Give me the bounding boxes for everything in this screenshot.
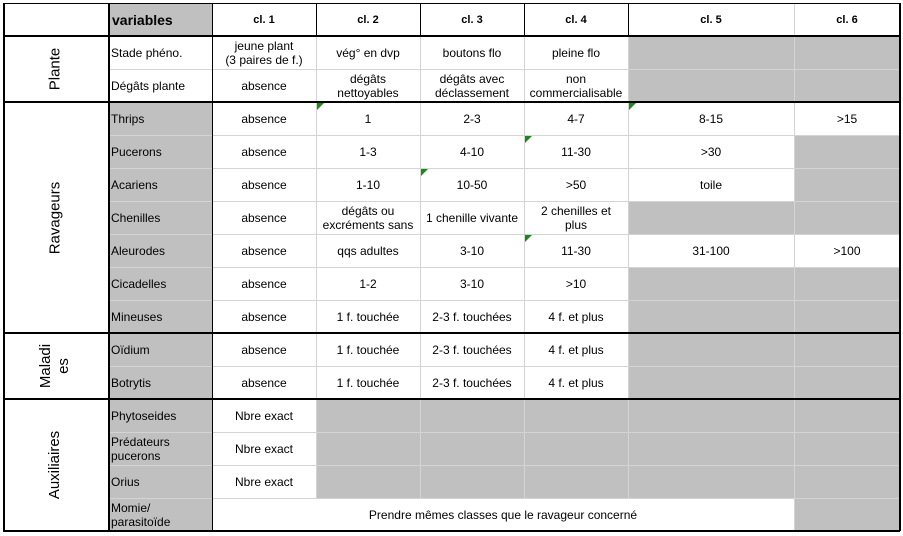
cell-text: absence — [241, 309, 287, 324]
table-cell[interactable] — [628, 465, 794, 498]
table-cell[interactable] — [628, 69, 794, 102]
table-cell[interactable] — [524, 69, 628, 102]
cell-text: 1-10 — [355, 177, 381, 192]
table-cell[interactable] — [524, 234, 628, 267]
cell-text: 2 chenilles et plus — [540, 203, 612, 232]
table-cell[interactable] — [628, 432, 794, 465]
cell-text: 4-7 — [567, 111, 585, 126]
grid-line — [108, 234, 900, 235]
group-label: Auxiliaires — [46, 430, 64, 500]
table-cell[interactable] — [420, 465, 524, 498]
group-cell-0[interactable] — [3, 36, 108, 102]
cell-text: absence — [241, 276, 287, 291]
table-cell[interactable] — [524, 36, 628, 69]
comment-marker[interactable] — [421, 169, 428, 176]
row-label-text: Acariens — [111, 177, 158, 192]
table-cell[interactable] — [212, 168, 316, 201]
table-cell[interactable] — [628, 234, 794, 267]
grid-line — [899, 3, 901, 531]
grid-line — [420, 3, 421, 36]
table-cell[interactable] — [524, 201, 628, 234]
cell-text: >10 — [565, 276, 587, 291]
group-label: Plante — [46, 47, 64, 91]
cell-text: pleine flo — [551, 45, 601, 60]
cell-text: Nbre exact — [234, 474, 294, 489]
row-label-text: Aleurodes — [111, 243, 166, 258]
table-cell[interactable] — [212, 201, 316, 234]
table-cell[interactable] — [212, 432, 316, 465]
table-cell[interactable] — [794, 36, 900, 69]
row-label[interactable] — [108, 36, 212, 69]
table-cell[interactable] — [794, 366, 900, 399]
grid-line — [3, 332, 900, 334]
cell-text: 2-3 f. touchées — [432, 375, 512, 390]
header-class-label: cl. 3 — [461, 13, 483, 26]
row-label[interactable] — [108, 102, 212, 135]
comment-marker[interactable] — [525, 235, 532, 242]
cell-text: jeune plant (3 paires de f.) — [225, 38, 303, 67]
table-cell[interactable] — [794, 300, 900, 333]
table-cell[interactable] — [794, 69, 900, 102]
cell-text: 3-10 — [459, 276, 485, 291]
table-cell[interactable] — [420, 366, 524, 399]
row-label[interactable] — [108, 465, 212, 498]
grid-line — [316, 3, 317, 498]
corner-cell[interactable] — [3, 3, 108, 36]
table-cell[interactable] — [316, 102, 420, 135]
table-cell[interactable] — [524, 366, 628, 399]
cell-text: 2-3 f. touchées — [432, 309, 512, 324]
table-cell[interactable] — [794, 267, 900, 300]
table-cell[interactable] — [212, 135, 316, 168]
cell-text: absence — [241, 375, 287, 390]
table-cell[interactable] — [420, 333, 524, 366]
table-cell[interactable] — [628, 366, 794, 399]
table-cell[interactable] — [212, 300, 316, 333]
table-cell[interactable] — [420, 399, 524, 432]
row-label-text: Oïdium — [111, 342, 150, 357]
table-cell[interactable] — [524, 102, 628, 135]
cell-text: 1-2 — [359, 276, 377, 291]
table-cell[interactable] — [628, 267, 794, 300]
table-cell[interactable] — [316, 465, 420, 498]
row-label-text: Pucerons — [111, 144, 162, 159]
grid-line — [108, 69, 900, 70]
grid-line — [108, 366, 900, 367]
table-cell[interactable] — [212, 102, 316, 135]
grid-line — [524, 3, 525, 498]
group-cell-1[interactable] — [3, 102, 108, 333]
cell-text: 8-15 — [698, 111, 724, 126]
table-cell[interactable] — [794, 168, 900, 201]
table-cell[interactable] — [524, 300, 628, 333]
table-cell[interactable] — [316, 300, 420, 333]
table-cell[interactable] — [794, 102, 900, 135]
table-cell[interactable] — [524, 333, 628, 366]
group-cell-3[interactable] — [3, 399, 108, 531]
grid-line — [3, 3, 900, 4]
table-cell[interactable] — [420, 69, 524, 102]
table-cell[interactable] — [420, 234, 524, 267]
table-cell[interactable] — [316, 399, 420, 432]
grid-line — [3, 398, 900, 400]
cell-text: 3-10 — [459, 243, 485, 258]
grid-line — [524, 3, 525, 36]
cell-text: >30 — [700, 144, 722, 159]
cell-text: absence — [241, 210, 287, 225]
cell-text: non commercialisable — [529, 71, 623, 100]
table-cell[interactable] — [420, 300, 524, 333]
row-label[interactable] — [108, 69, 212, 102]
table-cell[interactable] — [794, 135, 900, 168]
table-cell[interactable] — [212, 366, 316, 399]
cell-text: 4 f. et plus — [548, 342, 604, 357]
header-class-label: cl. 5 — [700, 13, 722, 26]
table-cell[interactable] — [316, 432, 420, 465]
table-cell[interactable] — [524, 267, 628, 300]
cell-text: qqs adultes — [337, 243, 399, 258]
table-cell[interactable] — [420, 201, 524, 234]
row-label[interactable] — [108, 201, 212, 234]
grid-line — [3, 530, 900, 532]
table-cell[interactable] — [316, 36, 420, 69]
cell-text: absence — [241, 78, 287, 93]
grid-line — [3, 3, 5, 531]
table-cell[interactable] — [420, 102, 524, 135]
grid-line — [212, 3, 213, 531]
cell-text: absence — [241, 144, 287, 159]
grid-line — [108, 465, 900, 466]
header-class-2[interactable] — [316, 3, 420, 36]
header-class-3[interactable] — [420, 3, 524, 36]
table-cell[interactable] — [316, 168, 420, 201]
table-cell[interactable] — [316, 366, 420, 399]
table-cell[interactable] — [524, 432, 628, 465]
row-label-text: Dégâts plante — [111, 78, 186, 93]
grid-line — [108, 267, 900, 268]
table-cell[interactable] — [212, 399, 316, 432]
cell-text: 4-10 — [459, 144, 485, 159]
cell-text: dégâts ou excréments sans — [322, 203, 414, 232]
table-cell[interactable] — [794, 498, 900, 531]
table-cell[interactable] — [316, 201, 420, 234]
header-class-label: cl. 6 — [836, 13, 858, 26]
grid-line — [108, 168, 900, 169]
cell-text: >50 — [565, 177, 587, 192]
cell-text: 2-3 — [463, 111, 481, 126]
table-cell[interactable] — [524, 135, 628, 168]
table-cell[interactable] — [212, 267, 316, 300]
table-cell[interactable] — [316, 267, 420, 300]
merged-cell[interactable] — [212, 498, 794, 531]
cell-text: absence — [241, 111, 287, 126]
table-cell[interactable] — [420, 267, 524, 300]
table-cell[interactable] — [794, 234, 900, 267]
table-cell[interactable] — [316, 69, 420, 102]
cell-text: >100 — [833, 243, 861, 258]
table-cell[interactable] — [316, 135, 420, 168]
row-label-text: Thrips — [111, 111, 145, 126]
cell-text: 1 — [364, 111, 372, 126]
table-cell[interactable] — [212, 36, 316, 69]
table-cell[interactable] — [628, 102, 794, 135]
table-cell[interactable] — [628, 300, 794, 333]
table-cell[interactable] — [420, 168, 524, 201]
table-cell[interactable] — [628, 333, 794, 366]
cell-text: dégâts nettoyables — [337, 71, 399, 100]
table-cell[interactable] — [794, 465, 900, 498]
table-cell[interactable] — [628, 36, 794, 69]
row-label[interactable] — [108, 267, 212, 300]
row-label-text: Momie/ parasitoïde — [111, 500, 171, 529]
table-cell[interactable] — [212, 333, 316, 366]
cell-text: 4 f. et plus — [548, 375, 604, 390]
cell-text: 10-50 — [456, 177, 488, 192]
cell-text: >15 — [836, 111, 858, 126]
row-label[interactable] — [108, 498, 212, 531]
row-label-text: Prédateurs pucerons — [111, 434, 170, 463]
grid-line — [108, 300, 900, 301]
header-variables-label: variables — [112, 11, 173, 28]
row-label-text: Botrytis — [111, 375, 152, 390]
row-label[interactable] — [108, 432, 212, 465]
cell-text: Prendre mêmes classes que le ravageur concerné — [368, 507, 638, 522]
cell-text: absence — [241, 342, 287, 357]
grid-line — [794, 498, 795, 531]
row-label[interactable] — [108, 135, 212, 168]
grid-line — [628, 3, 629, 498]
grid-line — [108, 201, 900, 202]
table-cell[interactable] — [212, 465, 316, 498]
table-cell[interactable] — [628, 135, 794, 168]
cell-text: 2-3 f. touchées — [432, 342, 512, 357]
cell-text: absence — [241, 243, 287, 258]
table-cell[interactable] — [628, 399, 794, 432]
table-cell[interactable] — [212, 234, 316, 267]
grid-line — [3, 35, 900, 37]
header-class-4[interactable] — [524, 3, 628, 36]
table-cell[interactable] — [524, 168, 628, 201]
row-label[interactable] — [108, 333, 212, 366]
row-label-text: Phytoseides — [111, 408, 177, 423]
row-label[interactable] — [108, 366, 212, 399]
row-label[interactable] — [108, 399, 212, 432]
table-cell[interactable] — [794, 201, 900, 234]
header-class-1[interactable] — [212, 3, 316, 36]
table-cell[interactable] — [420, 432, 524, 465]
header-class-label: cl. 1 — [253, 13, 275, 26]
cell-text: 1-3 — [359, 144, 377, 159]
header-class-5[interactable] — [628, 3, 794, 36]
cell-text: Nbre exact — [234, 441, 294, 456]
row-label[interactable] — [108, 234, 212, 267]
grid-line — [108, 3, 110, 531]
group-cell-2[interactable] — [3, 333, 108, 399]
cell-text: 31-100 — [692, 243, 730, 258]
row-label-text: Mineuses — [111, 309, 163, 324]
table-cell[interactable] — [420, 36, 524, 69]
row-label-text: Chenilles — [111, 210, 161, 225]
comment-marker[interactable] — [317, 103, 324, 110]
grid-line — [3, 101, 900, 103]
cell-text: 11-30 — [561, 243, 591, 258]
group-label: Ravageurs — [46, 181, 64, 254]
cell-text: 1 chenille vivante — [425, 210, 519, 225]
grid-line — [108, 432, 900, 433]
table-cell[interactable] — [316, 333, 420, 366]
row-label-text: Cicadelles — [111, 276, 167, 291]
cell-text: toile — [699, 177, 722, 192]
cell-text: 1 f. touchée — [336, 375, 400, 390]
cell-text: absence — [241, 177, 287, 192]
row-label-text: Stade phéno. — [111, 45, 183, 60]
group-label: Maladi es — [37, 343, 73, 389]
table-cell[interactable] — [628, 201, 794, 234]
cell-text: 4 f. et plus — [548, 309, 604, 324]
comment-marker[interactable] — [525, 136, 532, 143]
cell-text: 1 f. touchée — [336, 342, 400, 357]
cell-text: dégâts avec déclassement — [434, 71, 510, 100]
table-cell[interactable] — [794, 399, 900, 432]
header-variables[interactable] — [108, 3, 212, 36]
table-cell[interactable] — [212, 69, 316, 102]
row-label[interactable] — [108, 300, 212, 333]
table-cell[interactable] — [794, 432, 900, 465]
cell-text: Nbre exact — [234, 408, 294, 423]
grid-line — [108, 498, 900, 499]
grid-line — [420, 3, 421, 498]
cell-text: vég° en dvp — [336, 45, 400, 60]
header-class-6[interactable] — [794, 3, 900, 36]
table-cell[interactable] — [420, 135, 524, 168]
header-class-label: cl. 2 — [357, 13, 379, 26]
grid-line — [108, 135, 900, 136]
table-cell[interactable] — [524, 399, 628, 432]
cell-text: 11-30 — [561, 144, 591, 159]
table-cell[interactable] — [316, 234, 420, 267]
header-class-label: cl. 4 — [565, 13, 587, 26]
comment-marker[interactable] — [629, 103, 636, 110]
row-label-text: Orius — [111, 474, 140, 489]
grid-line — [316, 3, 317, 36]
cell-text: 1 f. touchée — [336, 309, 400, 324]
cell-text: boutons flo — [442, 45, 502, 60]
grid-line — [628, 3, 629, 36]
table-cell[interactable] — [524, 465, 628, 498]
table-cell[interactable] — [794, 333, 900, 366]
grid-line — [794, 3, 795, 498]
table-cell[interactable] — [628, 168, 794, 201]
row-label[interactable] — [108, 168, 212, 201]
